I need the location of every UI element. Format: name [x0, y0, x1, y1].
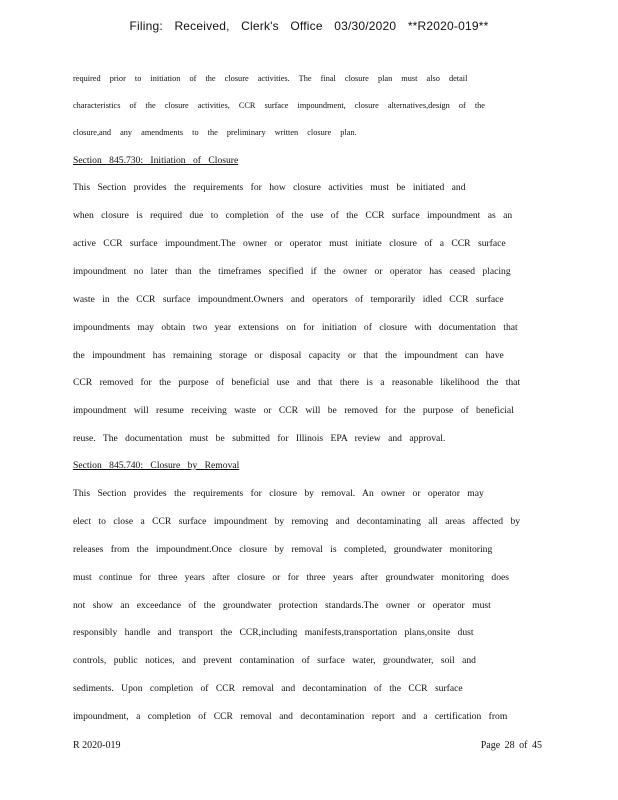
- body-line: elect to close a CCR surface impoundment by removing and decontaminating all areas affected by: [73, 516, 521, 527]
- body-line: releases from the impoundment.Once closure by removal is completed, groundwater monitoring: [73, 544, 493, 555]
- body-line: CCR removed for the purpose of beneficial use and that there is a reasonable likelihood the that: [73, 377, 521, 388]
- body-line: sediments. Upon completion of CCR removal and decontamination of the CCR surface: [73, 683, 463, 694]
- body-line: impoundment will resume receiving waste or CCR will be removed for the purpose of beneficial: [73, 405, 514, 416]
- body-line: active CCR surface impoundment.The owner or operator must initiate closure of a CCR surface: [73, 238, 506, 249]
- document-body: [73, 0, 553, 800]
- body-line: the impoundment has remaining storage or disposal capacity or that the impoundment can have: [73, 350, 504, 361]
- filing-header: Filing: Received, Clerk's Office 03/30/2020 **R2020-019**: [129, 19, 489, 33]
- body-line: responsibly handle and transport the CCR,including manifests,transportation plans,onsite dust: [73, 627, 474, 638]
- body-line: impoundment, a completion of CCR removal and decontamination report and a certification from: [73, 711, 508, 722]
- body-line: controls, public notices, and prevent contamination of surface water, groundwater, soil and: [73, 655, 476, 666]
- body-line: must continue for three years after closure or for three years after groundwater monitoring does: [73, 572, 510, 583]
- body-line: impoundment no later than the timeframes specified if the owner or operator has ceased placing: [73, 266, 511, 277]
- docket-number: R 2020-019: [73, 740, 121, 751]
- body-line: required prior to initiation of the closure activities. The final closure plan must also detail: [73, 74, 468, 83]
- body-line: waste in the CCR surface impoundment.Owners and operators of temporarily idled CCR surface: [73, 294, 504, 305]
- page-number: Page 28 of 45: [480, 740, 542, 751]
- body-line: impoundments may obtain two year extensions on for initiation of closure with documentation that: [73, 322, 518, 333]
- body-line: reuse. The documentation must be submitted for Illinois EPA review and approval.: [73, 433, 446, 444]
- body-line: closure,and any amendments to the preliminary written closure plan.: [73, 128, 357, 137]
- section-heading-845-730: Section 845.730: Initiation of Closure: [73, 155, 239, 166]
- body-line: characteristics of the closure activities, CCR surface impoundment, closure alternatives,design of the: [73, 101, 485, 110]
- body-line: This Section provides the requirements for closure by removal. An owner or operator may: [73, 488, 484, 499]
- section-heading-845-740: Section 845.740: Closure by Removal: [73, 460, 240, 471]
- body-line: when closure is required due to completion of the use of the CCR surface impoundment as an: [73, 210, 513, 221]
- body-line: This Section provides the requirements for how closure activities must be initiated and: [73, 182, 466, 193]
- body-line: not show an exceedance of the groundwater protection standards.The owner or operator must: [73, 600, 491, 611]
